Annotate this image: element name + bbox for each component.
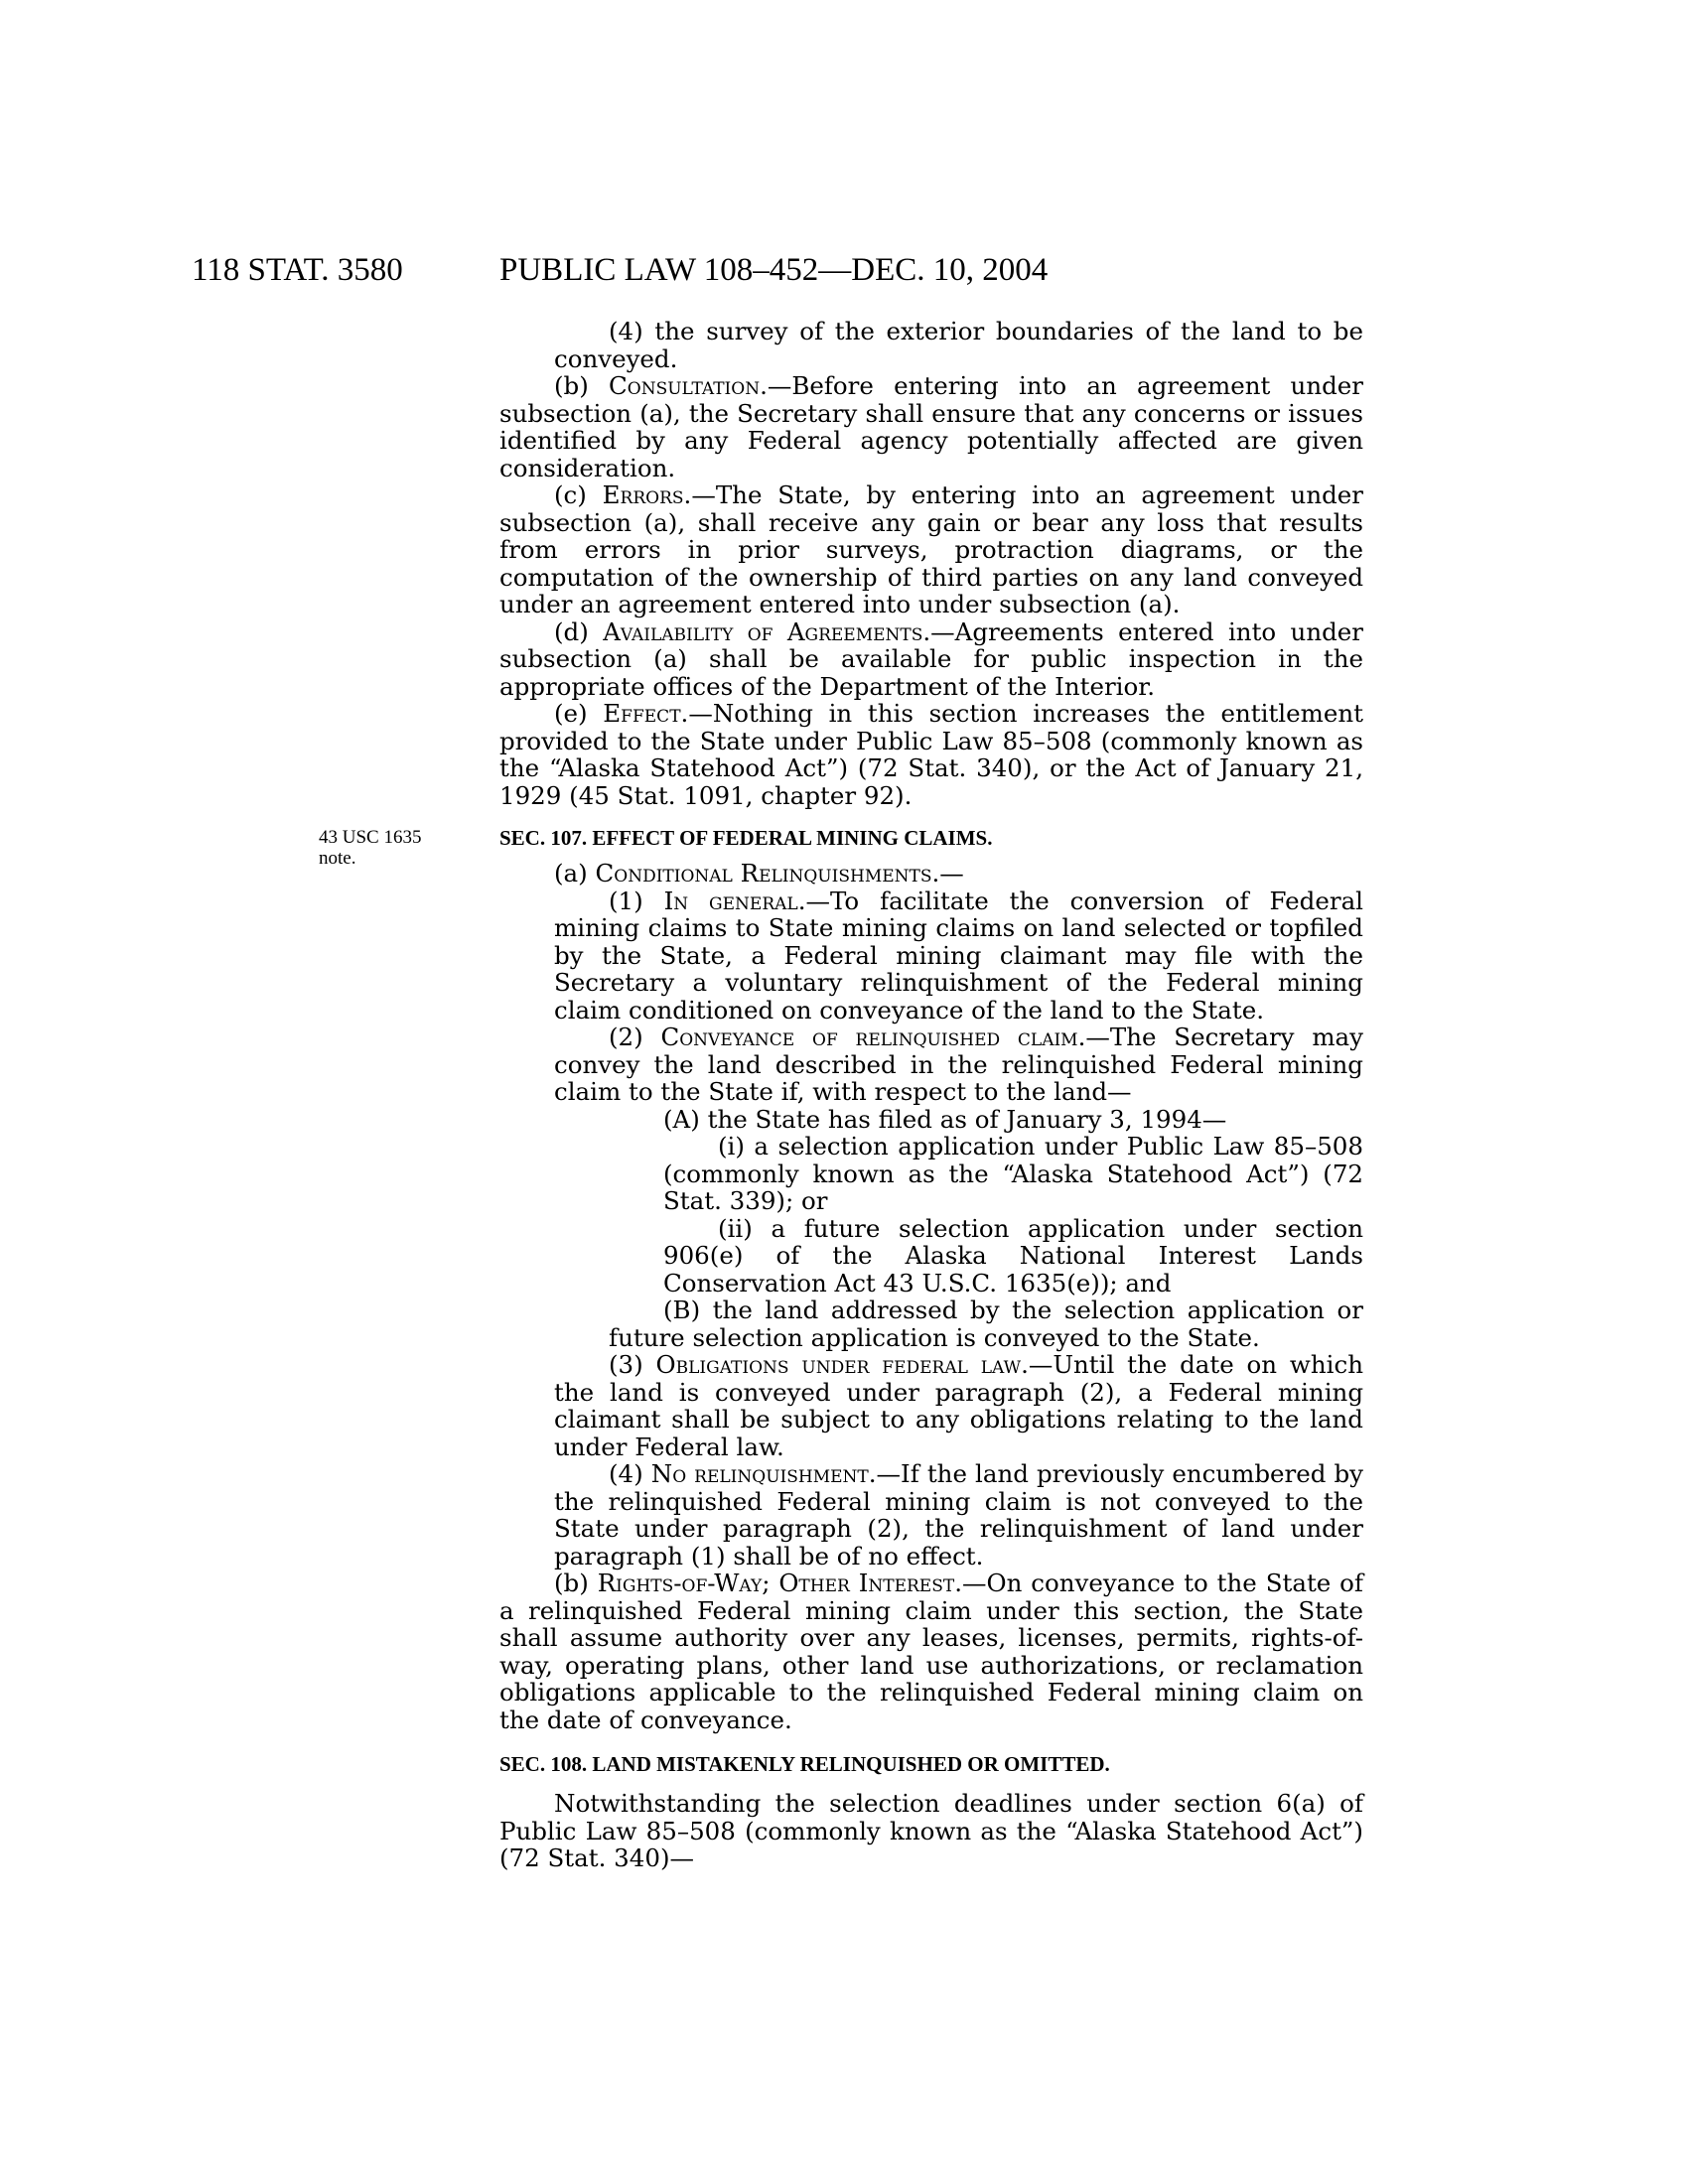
- subsection-heading: Conditional Relinquishments: [595, 859, 932, 887]
- subparagraph-B: (B) the land addressed by the selection application or future selection application is conveyed to the State.: [609, 1296, 1363, 1352]
- subsection-heading: Errors: [602, 480, 684, 509]
- subsection-heading: Rights-of-Way; Other Interest: [597, 1569, 955, 1597]
- subsection-b-consultation: (b) Consultation.—Before entering into an agreement under subsection (a), the Secretary shall ensure that any concerns or issues identified by any Federal agency potentially affected are given consideration.: [499, 371, 1363, 482]
- subparagraph-A: (A) the State has filed as of January 3, 1994—: [663, 1104, 1227, 1134]
- subsection-b-rights-of-way: (b) Rights-of-Way; Other Interest.—On conveyance to the State of a relinquished Federal mining claim under this section, the State shall assume authority over any leases, licenses, permits, rights-of-way, operating plans, other land use authorizations, or reclamation obligations applicable to the relinquished Federal mining claim on the date of conveyance.: [499, 1569, 1363, 1734]
- subsection-d-availability: (d) Availability of Agreements.—Agreements entered into under subsection (a) shall be available for public inspection in the appropriate offices of the Department of the Interior.: [499, 616, 1363, 701]
- statute-page-number: 118 STAT. 3580: [192, 252, 403, 288]
- subsection-heading: Availability of Agreements: [603, 616, 923, 646]
- paragraph-1-in-general: (1) In general.—To facilitate the conversion of Federal mining claims to State mining claims on land selected or topfiled by the State, a Federal mining claimant may file with the Secretary a voluntary relinquishment of the Federal mining claim conditioned on conveyance of the land to the State.: [554, 886, 1364, 1024]
- paragraph-3-obligations: (3) Obligations under federal law.—Until the date on which the land is conveyed under paragraph (2), a Federal mining claimant shall be subject to any obligations relating to the land under Federal law.: [554, 1350, 1364, 1461]
- paragraph-heading: No relinquishment: [650, 1459, 869, 1488]
- section-107-heading: SEC. 107. EFFECT OF FEDERAL MINING CLAIMS.: [499, 826, 993, 850]
- clause-ii: (ii) a future selection application under section 906(e) of the Alaska National Interest Lands Conservation Act 43 U.S.C. 1635(e)); and: [663, 1213, 1363, 1297]
- document-body: [499, 318, 1363, 1872]
- paragraph-4-no-relinquishment: (4) No relinquishment.—If the land previously encumbered by the relinquished Federal mining claim is not conveyed to the State under paragraph (2), the relinquishment of land under paragraph (1) shall be of no effect.: [554, 1459, 1363, 1570]
- subsection-c-errors: (c) Errors.—The State, by entering into an agreement under subsection (a), shall receive any gain or bear any loss that results from errors in prior surveys, protraction diagrams, or the computation of the ownership of third parties on any land conveyed under an agreement entered into under subsection (a).: [499, 480, 1363, 618]
- public-law-title: PUBLIC LAW 108–452—DEC. 10, 2004: [499, 252, 1049, 288]
- clause-i: (i) a selection application under Public Law 85–508 (commonly known as the “Alaska Statehood Act”) (72 Stat. 339); or: [663, 1132, 1363, 1215]
- paragraph-2-conveyance: (2) Conveyance of relinquished claim.—The Secretary may convey the land described in the relinquished Federal mining claim to the State if, with respect to the land—: [554, 1023, 1363, 1106]
- subsection-heading: Effect: [603, 699, 681, 728]
- subsection-heading: Consultation: [609, 371, 761, 400]
- subsection-a-conditional: (a) Conditional Relinquishments.—: [554, 859, 964, 887]
- margin-note-citation: 43 USC 1635: [319, 827, 422, 848]
- page-header: [0, 250, 1688, 290]
- margin-note: [319, 827, 448, 869]
- section-108-text: Notwithstanding the selection deadlines under section 6(a) of Public Law 85–508 (commonly known as the “Alaska Statehood Act”) (72 Stat. 340)—: [499, 1789, 1363, 1872]
- paragraph-heading: Obligations under federal law: [655, 1350, 1022, 1379]
- paragraph-heading: In general: [663, 886, 798, 915]
- paragraph-4: (4) the survey of the exterior boundaries of the land to be conveyed.: [554, 317, 1363, 373]
- section-108-heading: SEC. 108. LAND MISTAKENLY RELINQUISHED OR OMITTED.: [499, 1752, 1110, 1776]
- subsection-e-effect: (e) Effect.—Nothing in this section increases the entitlement provided to the State under Public Law 85–508 (commonly known as the “Alaska Statehood Act”) (72 Stat. 340), or the Act of January 21, 1929 (45 Stat. 1091, chapter 92).: [499, 699, 1364, 810]
- paragraph-heading: Conveyance of relinquished claim: [660, 1023, 1078, 1051]
- margin-note-suffix: note.: [319, 848, 356, 869]
